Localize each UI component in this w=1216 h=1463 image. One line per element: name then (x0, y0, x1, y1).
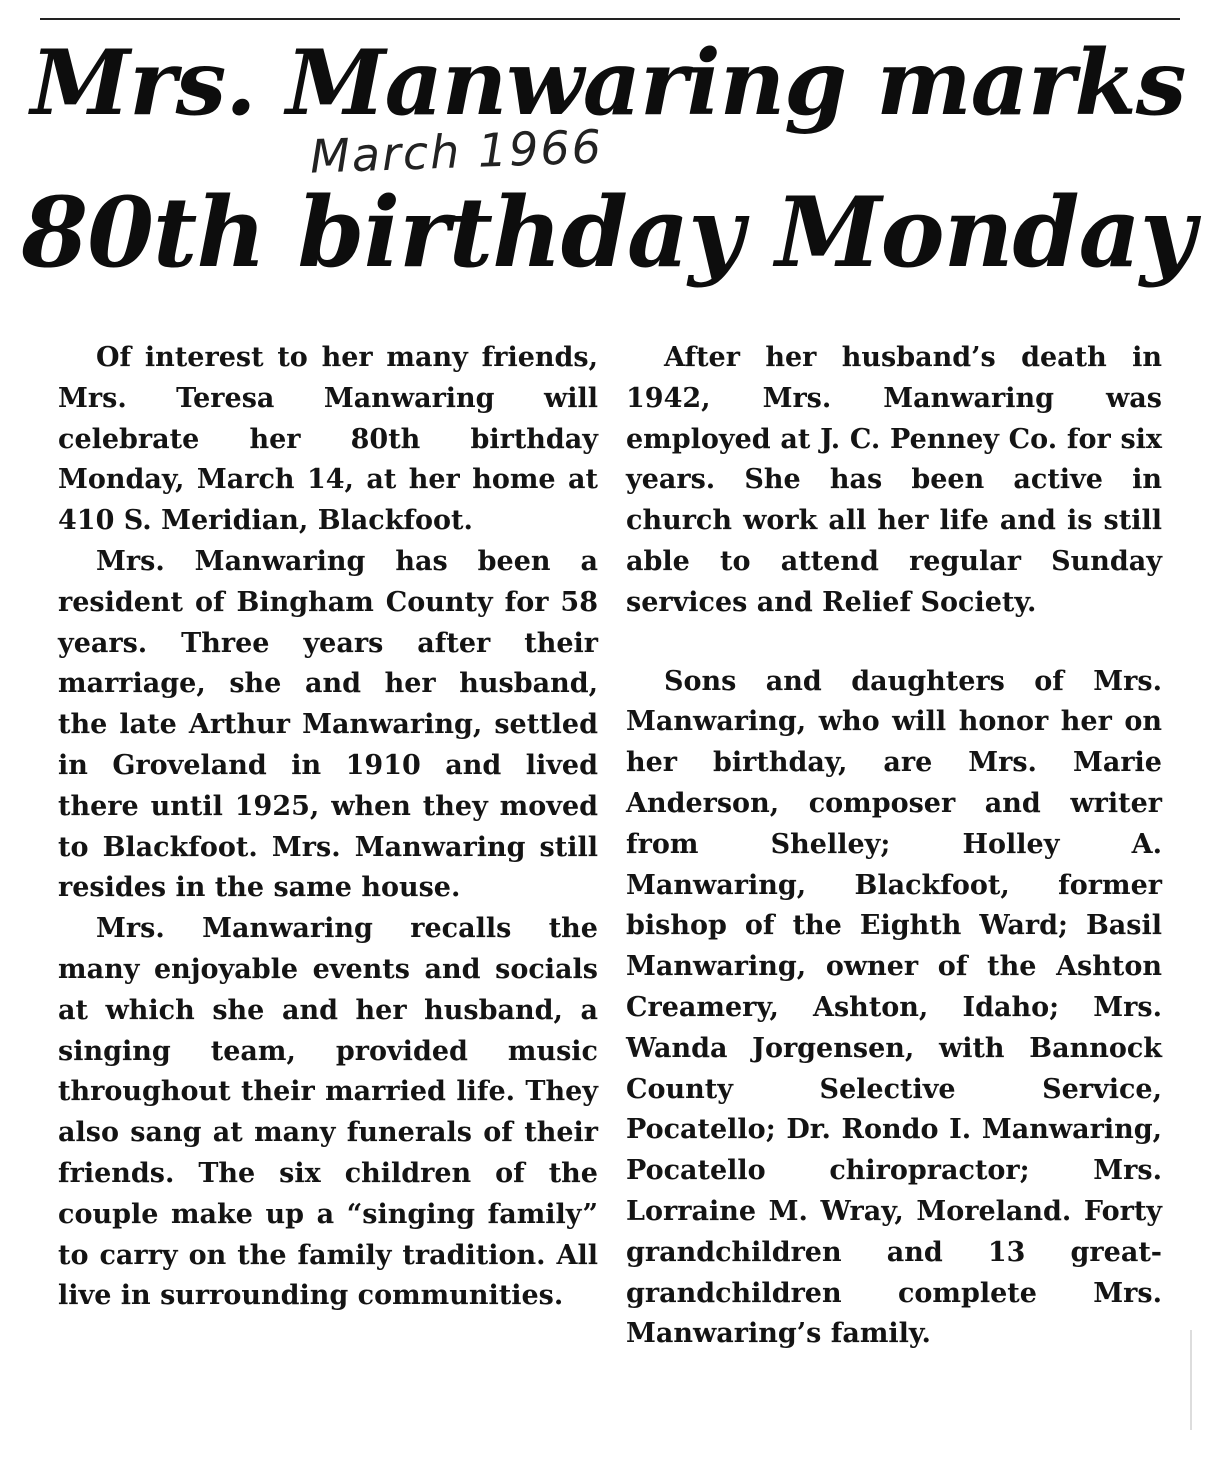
article-column-left (58, 338, 598, 1317)
clipping-right-edge (1190, 1330, 1192, 1430)
paragraph-residence: Mrs. Manwaring has been a resident of Bingham County for 58 years. Three years after their marriage, she and her husband, the late Arthur Manwaring, settled in Groveland in 1910 and lived there until 1925, when they moved to Blackfoot. Mrs. Manwaring still resides in the same house. (58, 545, 598, 904)
article-column-right (626, 338, 1162, 1355)
paragraph-employment: After her husband’s death in 1942, Mrs. Manwaring was employed at J. C. Penney Co. for six years. She has been active in church work all her life and is still able to attend regular Sunday services and Relief Society. (626, 342, 1162, 618)
headline-line-1: Mrs. Manwaring marks (30, 30, 1186, 136)
headline-line-2: 80th birthday Monday (21, 176, 1195, 289)
paragraph-family: Sons and daughters of Mrs. Manwaring, who will honor her on her birthday, are Mrs. Marie Anderson, composer and writer from Shelley; Holley A. Manwaring, Blackfoot, former bishop of the Eighth Ward; Basil Manwaring, owner of the Ashton Creamery, Ashton, Idaho; Mrs. Wanda Jorgensen, with Bannock County Selective Service, Pocatello; Dr. Rondo I. Manwaring, Pocatello chiropractor; Mrs. Lorraine M. Wray, Moreland. Forty grandchildren and 13 great-grandchildren complete Mrs. Manwaring’s family. (626, 665, 1162, 1350)
clipping-top-edge (40, 18, 1180, 20)
handwritten-date-note: March 1966 (309, 119, 604, 184)
paragraph-singing-team: Mrs. Manwaring recalls the many enjoyable events and socials at which she and her husband, a singing team, provided music throughout their married life. They also sang at many funerals of their friends. The six children of the couple make up a “singing family” to carry on the family tradition. All live in surrounding communities. (58, 913, 598, 1312)
paragraph-intro: Of interest to her many friends, Mrs. Teresa Manwaring will celebrate her 80th birthday Monday, March 14, at her home at 410 S. Meridian, Blackfoot. (58, 342, 598, 537)
